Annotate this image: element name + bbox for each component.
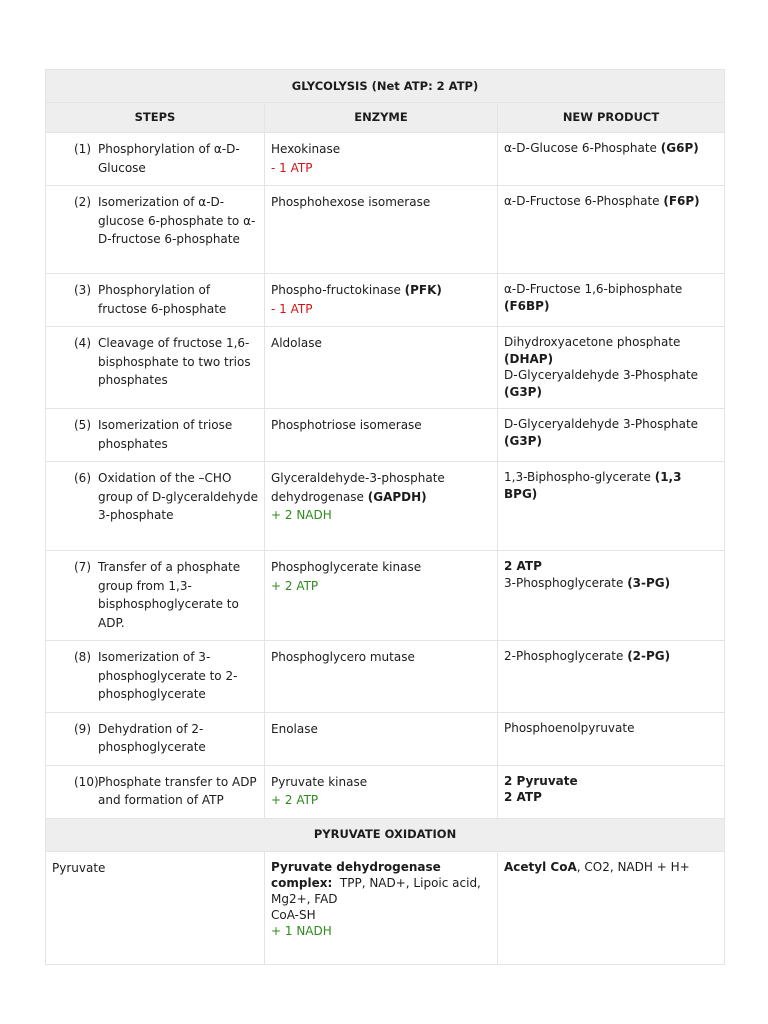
- enzyme-cell: [265, 327, 498, 409]
- glycolysis-table: [45, 69, 725, 965]
- step-text: Phosphorylation of fructose 6-phosphate: [98, 283, 227, 316]
- enzyme-name: Phospho-fructokinase: [271, 283, 405, 297]
- product-abbrev: (1,3 BPG): [504, 470, 682, 501]
- product-abbrev: (DHAP): [504, 351, 554, 366]
- product-abbrev: (3-PG): [627, 575, 671, 590]
- product-name: Dihydroxyacetone phosphate: [504, 335, 681, 349]
- step-number: (7): [74, 560, 91, 574]
- enzyme-cell: [265, 462, 498, 551]
- step-cell: [46, 327, 265, 409]
- enzyme-complex-name: Pyruvate dehydrogenase complex:: [271, 859, 441, 890]
- product-abbrev: (G6P): [660, 141, 699, 155]
- product-acetyl-coa: Acetyl CoA: [504, 859, 577, 874]
- table-row: [46, 186, 725, 274]
- table-row: [46, 712, 725, 765]
- product-name: Phosphoenolpyruvate: [504, 720, 635, 735]
- product-name-2: D-Glyceryaldehyde 3-Phosphate: [504, 368, 699, 382]
- product-atp: 2 ATP: [504, 790, 542, 804]
- step-number: (4): [74, 336, 91, 350]
- section-header-row: [46, 818, 725, 851]
- product-cell: [498, 327, 725, 409]
- table-title: GLYCOLYSIS (Net ATP: 2 ATP): [46, 70, 725, 103]
- product-atp: 2 ATP: [504, 559, 542, 573]
- step-text: Isomerization of triose phosphates: [98, 418, 233, 451]
- product-abbrev-2: (G3P): [504, 384, 542, 399]
- enzyme-name: Aldolase: [271, 336, 322, 350]
- step-text: Phosphate transfer to ADP and formation of ATP: [98, 774, 257, 807]
- step-text: Transfer of a phosphate group from 1,3-bisphosphoglycerate to ADP.: [98, 560, 241, 630]
- enzyme-cell: [265, 641, 498, 713]
- enzyme-name: Phosphohexose isomerase: [271, 195, 431, 209]
- product-cell: [498, 274, 725, 327]
- product-name: 3-Phosphoglycerate: [504, 575, 628, 590]
- header-new-product: NEW PRODUCT: [498, 103, 725, 133]
- product-abbrev: (G3P): [504, 433, 542, 448]
- product-cell: [498, 641, 725, 713]
- step-cell: [46, 765, 265, 818]
- table-row: [46, 551, 725, 641]
- step-cell: [46, 186, 265, 274]
- table-title-row: [46, 70, 725, 103]
- product-cell: [498, 712, 725, 765]
- enzyme-cell: [265, 186, 498, 274]
- table-row: [46, 133, 725, 186]
- enzyme-cell: [265, 851, 498, 964]
- enzyme-cell: [265, 551, 498, 641]
- enzyme-cell: [265, 712, 498, 765]
- enzyme-cell: [265, 274, 498, 327]
- cofactor-list: TPP, NAD+, Lipoic acid, Mg2+, FAD: [271, 875, 481, 906]
- enzyme-cell: [265, 133, 498, 186]
- product-byproducts: , CO2, NADH + H+: [576, 859, 690, 874]
- step-number: (10): [74, 774, 99, 789]
- step-text: Isomerization of 3-phosphoglycerate to 2-phosphoglycerate: [98, 650, 238, 701]
- product-cell: [498, 186, 725, 274]
- product-abbrev: (F6P): [663, 194, 700, 208]
- step-cell: [46, 274, 265, 327]
- product-abbrev: (F6BP): [504, 298, 550, 313]
- enzyme-name: Phosphotriose isomerase: [271, 418, 422, 432]
- product-cell: [498, 462, 725, 551]
- step-number: (3): [74, 283, 91, 297]
- enzyme-name: Glyceraldehyde-3-phosphate dehydrogenase: [271, 471, 445, 504]
- product-cell: [498, 851, 725, 964]
- atp-cost: - 1 ATP: [271, 301, 313, 316]
- product-name: 2-Phosphoglycerate: [504, 649, 628, 663]
- enzyme-abbrev: (PFK): [404, 283, 442, 297]
- step-number: (9): [74, 721, 91, 736]
- table-row: [46, 327, 725, 409]
- product-cell: [498, 133, 725, 186]
- enzyme-cell: [265, 765, 498, 818]
- step-cell: [46, 712, 265, 765]
- product-cell: [498, 551, 725, 641]
- step-text: Phosphorylation of α-D-Glucose: [98, 142, 240, 175]
- step-cell: [46, 551, 265, 641]
- column-header-row: [46, 103, 725, 133]
- nadh-gain: + 1 NADH: [271, 923, 332, 938]
- product-abbrev: (2-PG): [627, 649, 671, 663]
- step-number: (1): [74, 142, 91, 156]
- step-text: Cleavage of fructose 1,6-bisphosphate to two trios phosphates: [98, 336, 251, 387]
- enzyme-name: Enolase: [271, 721, 318, 736]
- table-row: [46, 851, 725, 964]
- step-text: Oxidation of the –CHO group of D-glyceraldehyde 3-phosphate: [98, 471, 258, 522]
- enzyme-name: Pyruvate kinase: [271, 774, 368, 789]
- atp-gain: + 2 ATP: [271, 793, 319, 807]
- product-cell: [498, 409, 725, 462]
- step-cell: [46, 462, 265, 551]
- nadh-gain: + 2 NADH: [271, 508, 332, 522]
- substrate-cell: [46, 851, 265, 964]
- product-name: α-D-Fructose 1,6-biphosphate: [504, 282, 683, 296]
- enzyme-name: Phosphoglycerate kinase: [271, 560, 422, 574]
- product-pyruvate: 2 Pyruvate: [504, 773, 578, 788]
- step-text: Isomerization of α-D-glucose 6-phosphate to α-D-fructose 6-phosphate: [98, 195, 256, 246]
- step-number: (8): [74, 650, 91, 664]
- product-name: α-D-Glucose 6-Phosphate: [504, 141, 661, 155]
- table-row: [46, 765, 725, 818]
- step-number: (5): [74, 418, 91, 432]
- product-name: α-D-Fructose 6-Phosphate: [504, 194, 664, 208]
- section-title-pyruvate-oxidation: PYRUVATE OXIDATION: [46, 818, 725, 851]
- step-cell: [46, 409, 265, 462]
- header-enzyme: ENZYME: [265, 103, 498, 133]
- atp-gain: + 2 ATP: [271, 578, 319, 593]
- step-number: (2): [74, 195, 91, 209]
- step-cell: [46, 133, 265, 186]
- product-name: D-Glyceryaldehyde 3-Phosphate: [504, 417, 699, 431]
- step-cell: [46, 641, 265, 713]
- cofactor-coa: CoA-SH: [271, 907, 316, 922]
- step-text: Dehydration of 2-phosphoglycerate: [98, 721, 206, 754]
- table-row: [46, 462, 725, 551]
- product-name: 1,3-Biphospho-glycerate: [504, 470, 655, 484]
- substrate-name: Pyruvate: [52, 860, 106, 875]
- atp-cost: - 1 ATP: [271, 160, 313, 175]
- table-row: [46, 641, 725, 713]
- enzyme-cell: [265, 409, 498, 462]
- step-number: (6): [74, 471, 91, 485]
- enzyme-name: Phosphoglycero mutase: [271, 650, 415, 664]
- table-row: [46, 409, 725, 462]
- enzyme-abbrev: (GAPDH): [367, 489, 427, 504]
- header-steps: STEPS: [46, 103, 265, 133]
- enzyme-name: Hexokinase: [271, 142, 341, 156]
- table-row: [46, 274, 725, 327]
- product-cell: [498, 765, 725, 818]
